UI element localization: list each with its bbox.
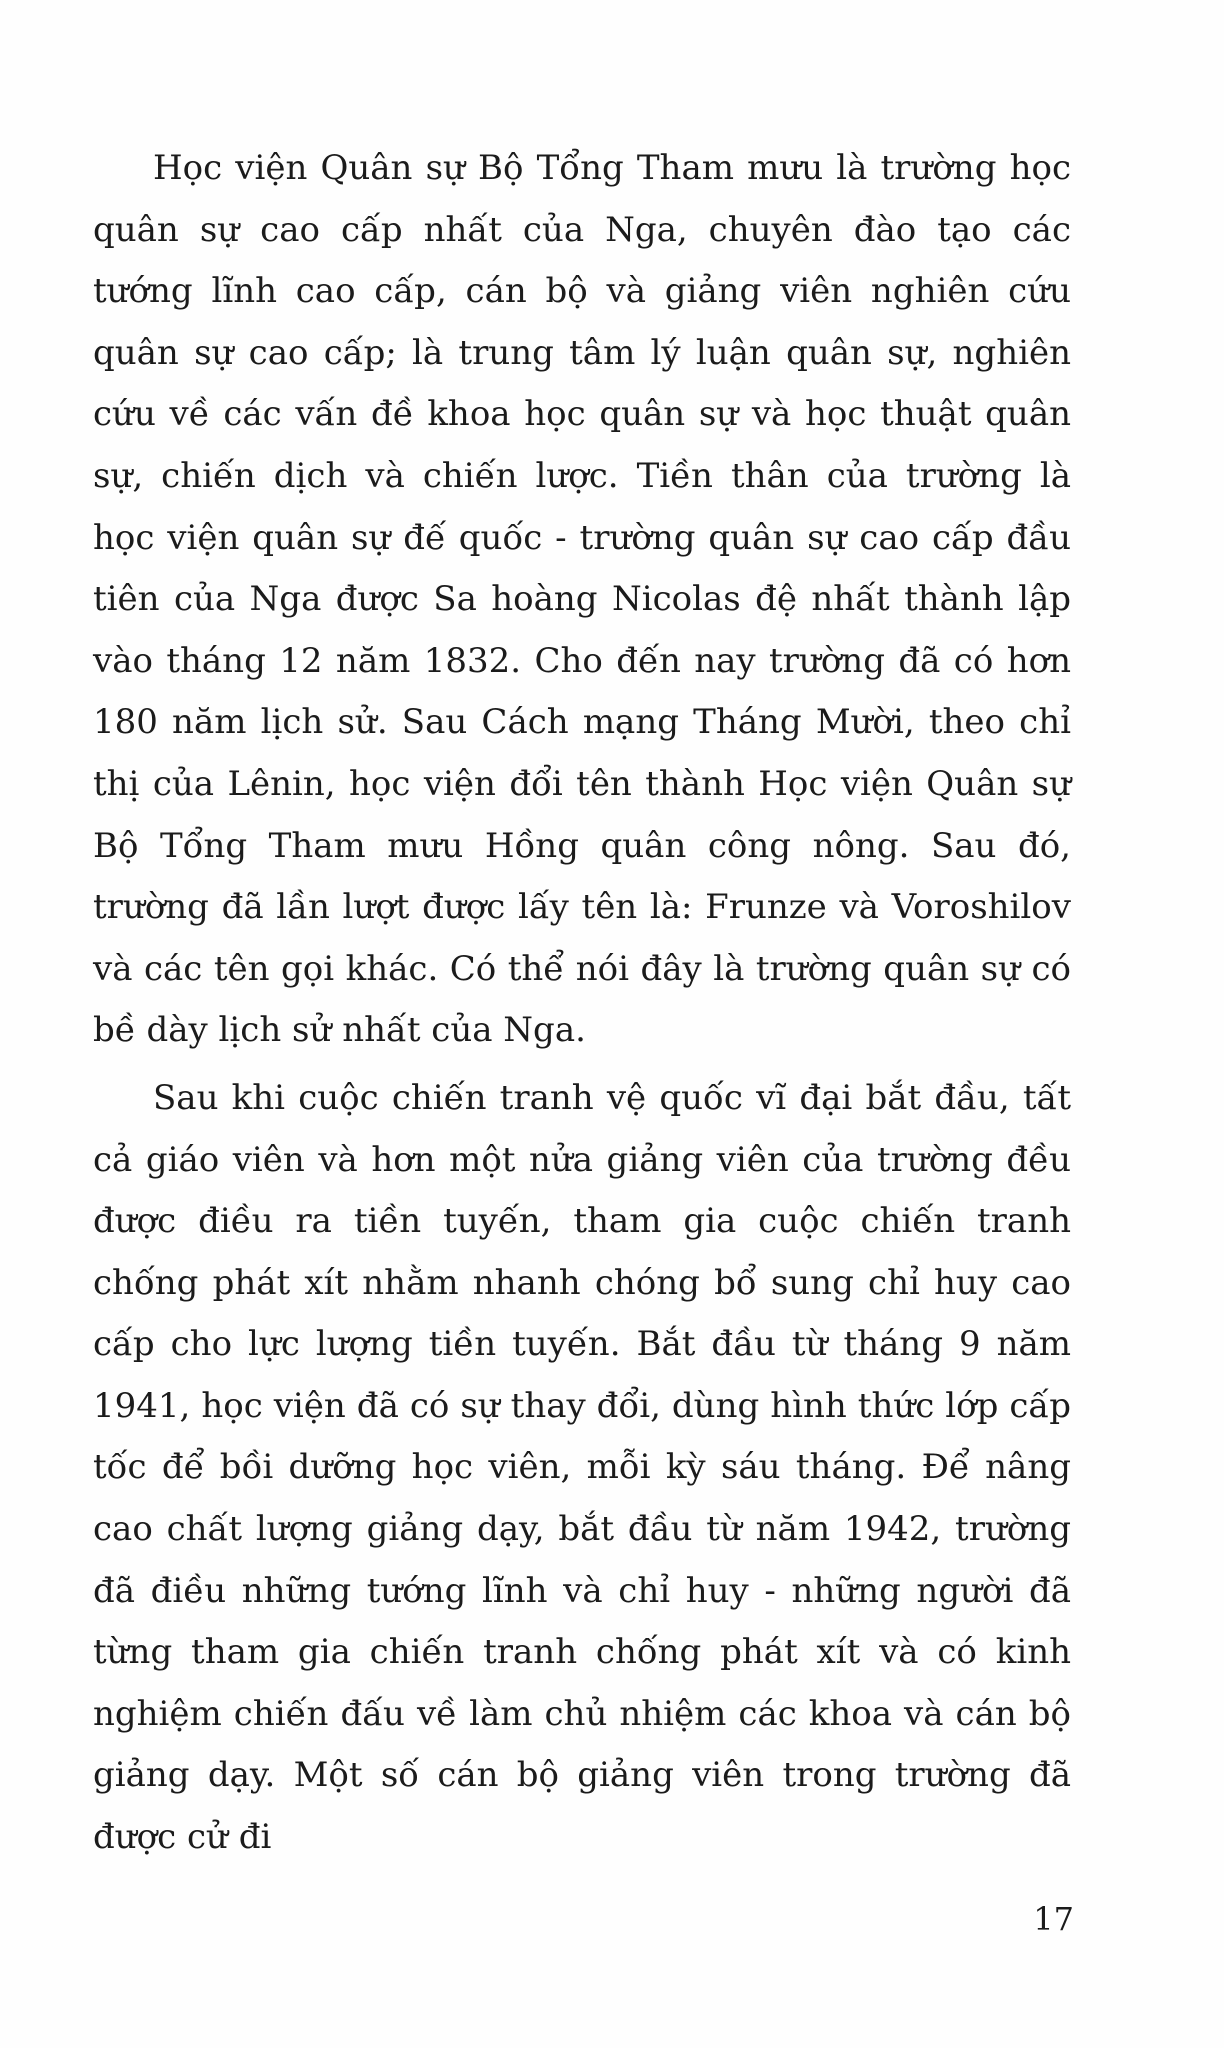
paragraph-1: Học viện Quân sự Bộ Tổng Tham mưu là trường học quân sự cao cấp nhất của Nga, chuyên đào tạo các tướng lĩnh cao cấp, cán bộ và giảng viên nghiên cứu quân sự cao cấp; là trung tâm lý luận quân sự, nghiên cứu về các vấn đề khoa học quân sự và học thuật quân sự, chiến dịch và chiến lược. Tiền thân của trường là học viện quân sự đế quốc - trường quân sự cao cấp đầu tiên của Nga được Sa hoàng Nicolas đệ nhất thành lập vào tháng 12 năm 1832. Cho đến nay trường đã có hơn 180 năm lịch sử. Sau Cách mạng Tháng Mười, theo chỉ thị của Lênin, học viện đổi tên thành Học viện Quân sự Bộ Tổng Tham mưu Hồng quân công nông. Sau đó, trường đã lần lượt được lấy tên là: Frunze và Voroshilov và các tên gọi khác. Có thể nói đây là trường quân sự có bề dày lịch sử nhất của Nga. [93,148,1071,1051]
body-text [93,138,1071,1869]
paragraph-2: Sau khi cuộc chiến tranh vệ quốc vĩ đại bắt đầu, tất cả giáo viên và hơn một nửa giảng viên của trường đều được điều ra tiền tuyến, tham gia cuộc chiến tranh chống phát xít nhằm nhanh chóng bổ sung chỉ huy cao cấp cho lực lượng tiền tuyến. Bắt đầu từ tháng 9 năm 1941, học viện đã có sự thay đổi, dùng hình thức lớp cấp tốc để bồi dưỡng học viên, mỗi kỳ sáu tháng. Để nâng cao chất lượng giảng dạy, bắt đầu từ năm 1942, trường đã điều những tướng lĩnh và chỉ huy - những người đã từng tham gia chiến tranh chống phát xít và có kinh nghiệm chiến đấu về làm chủ nhiệm các khoa và cán bộ giảng dạy. Một số cán bộ giảng viên trong trường đã được cử đi [93,1077,1071,1858]
page-number: 17 [1033,1900,1074,1938]
